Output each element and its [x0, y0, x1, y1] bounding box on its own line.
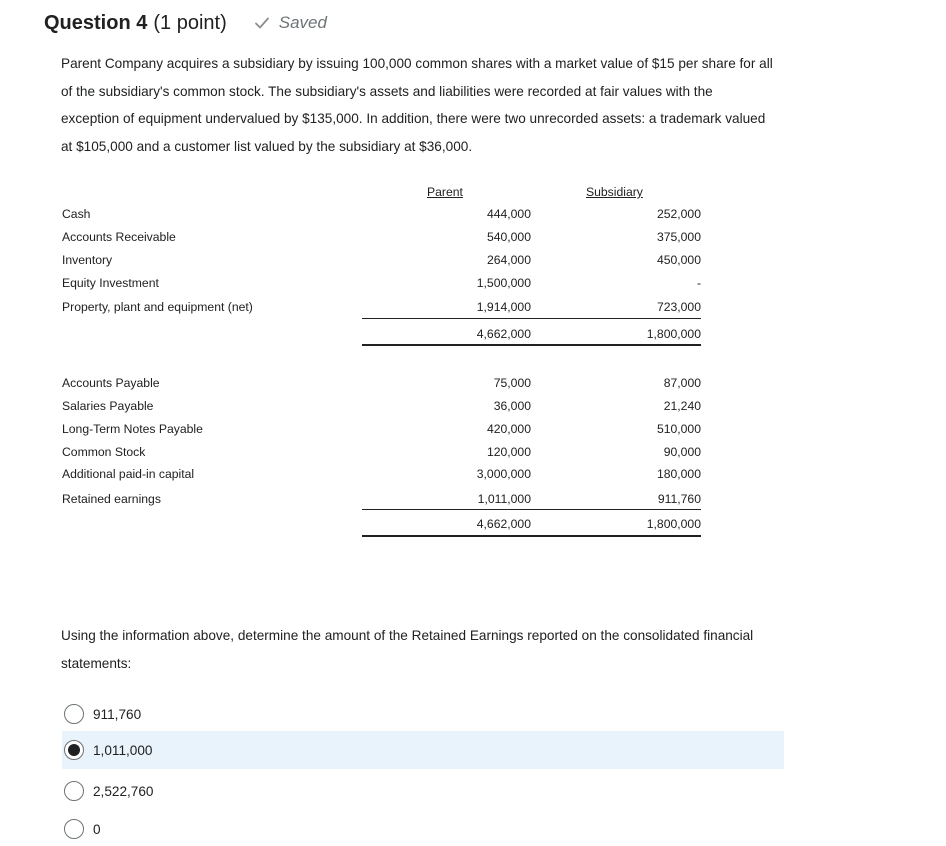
question-prompt — [61, 622, 821, 678]
parent-value: 1,500,000 — [476, 276, 531, 290]
subsidiary-value: 180,000 — [656, 467, 701, 481]
total-rule — [362, 535, 701, 537]
saved-status — [253, 13, 327, 33]
radio-dot-icon — [68, 744, 80, 756]
question-points: (1 point) — [153, 11, 227, 34]
parent-value: 120,000 — [486, 445, 531, 459]
subsidiary-value: 87,000 — [663, 376, 701, 390]
table-row — [62, 464, 702, 484]
prompt-line: Using the information above, determine the amount of the Retained Earnings reported on the consolidated financial — [61, 628, 754, 643]
total-rule — [362, 344, 701, 346]
radio-button[interactable] — [64, 781, 84, 801]
question-header — [44, 10, 327, 36]
question-stem — [61, 50, 801, 160]
table-row — [62, 396, 702, 416]
table-row — [62, 442, 702, 462]
parent-value: 444,000 — [486, 207, 531, 221]
parent-value: 1,914,000 — [476, 300, 531, 314]
row-label: Additional paid-in capital — [62, 467, 195, 481]
radio-button-checked[interactable] — [64, 740, 84, 760]
checkmark-icon — [253, 14, 271, 32]
answer-choice[interactable] — [62, 695, 784, 733]
parent-total: 4,662,000 — [476, 517, 531, 531]
subtotal-rule — [362, 509, 701, 510]
answer-choice-selected[interactable] — [62, 731, 784, 769]
parent-total: 4,662,000 — [476, 327, 531, 341]
row-label: Long-Term Notes Payable — [62, 422, 203, 436]
subsidiary-value: 90,000 — [663, 445, 701, 459]
table-total-row — [62, 324, 702, 344]
subsidiary-value: 375,000 — [656, 230, 701, 244]
parent-value: 1,011,000 — [477, 492, 531, 506]
answer-choice-label: 1,011,000 — [93, 742, 153, 758]
table-row — [62, 419, 702, 439]
row-label: Property, plant and equipment (net) — [62, 300, 253, 314]
row-label: Accounts Receivable — [62, 230, 176, 244]
parent-value: 36,000 — [493, 399, 531, 413]
subsidiary-value: - — [696, 276, 701, 290]
subsidiary-value: 450,000 — [656, 253, 701, 267]
column-header-parent: Parent — [427, 185, 463, 199]
subsidiary-total: 1,800,000 — [646, 327, 701, 341]
answer-choice-label: 0 — [93, 821, 101, 837]
subsidiary-value: 510,000 — [656, 422, 701, 436]
stem-line: at $105,000 and a customer list valued by the subsidiary at $36,000. — [61, 138, 473, 154]
table-row — [62, 297, 702, 317]
row-label: Accounts Payable — [62, 376, 160, 390]
table-row — [62, 489, 702, 509]
subsidiary-value: 252,000 — [656, 207, 701, 221]
answer-choice[interactable] — [62, 772, 784, 810]
answer-choice-label: 2,522,760 — [93, 783, 154, 799]
row-label: Inventory — [62, 253, 113, 267]
row-label: Equity Investment — [62, 276, 159, 290]
parent-value: 3,000,000 — [476, 467, 531, 481]
row-label: Salaries Payable — [62, 399, 154, 413]
subsidiary-value: 21,240 — [663, 399, 701, 413]
table-row — [62, 373, 702, 393]
subsidiary-value: 911,760 — [657, 492, 701, 506]
row-label: Common Stock — [62, 445, 146, 459]
stem-line: of the subsidiary's common stock. The subsidiary's assets and liabilities were recorded at fair values with the — [61, 83, 713, 99]
stem-line: Parent Company acquires a subsidiary by issuing 100,000 common shares with a market value of $15 per share for all — [61, 56, 773, 71]
radio-button[interactable] — [64, 704, 84, 724]
subsidiary-total: 1,800,000 — [646, 517, 701, 531]
answer-choice[interactable] — [62, 810, 784, 846]
parent-value: 420,000 — [486, 422, 531, 436]
parent-value: 264,000 — [486, 253, 531, 267]
row-label: Retained earnings — [62, 492, 161, 506]
radio-button[interactable] — [64, 819, 84, 839]
parent-value: 540,000 — [486, 230, 531, 244]
table-row — [62, 227, 702, 247]
prompt-line: statements: — [61, 656, 132, 671]
column-header-subsidiary: Subsidiary — [586, 185, 643, 199]
row-label: Cash — [62, 207, 91, 221]
table-total-row — [62, 514, 702, 534]
stem-line: exception of equipment undervalued by $135,000. In addition, there were two unrecorded assets: a trademark valued — [61, 111, 766, 127]
saved-status-text: Saved — [278, 13, 327, 32]
subtotal-rule — [362, 318, 701, 319]
question-title: Question 4 — [44, 11, 148, 34]
table-row — [62, 250, 702, 270]
parent-value: 75,000 — [493, 376, 531, 390]
answer-choice-label: 911,760 — [93, 706, 142, 722]
table-row — [62, 204, 702, 224]
table-row — [62, 273, 702, 293]
subsidiary-value: 723,000 — [656, 300, 701, 314]
